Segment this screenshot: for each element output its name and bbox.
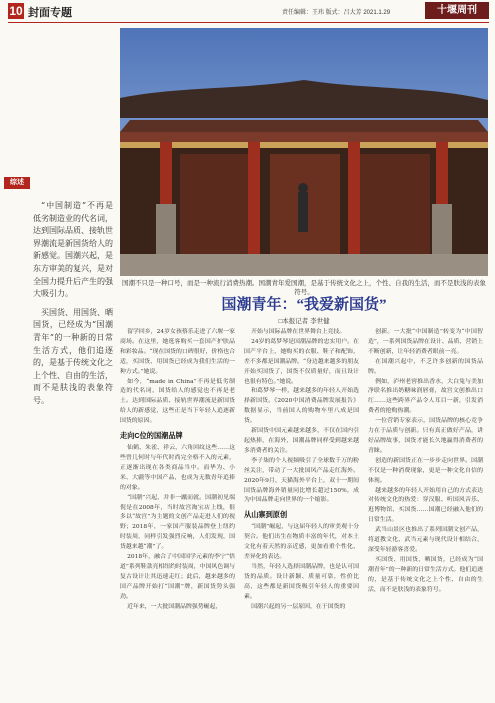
- article-paragraph: “国潮”崛起，与这届年轻人的审美观十分契合。他们出生在物质丰富的年代，对本土文化有着天然的亲近感，更加看重个性化、差异化的表达。: [244, 524, 359, 561]
- subheading: 从山寨到原创: [244, 510, 288, 520]
- section-title: 封面专题: [28, 7, 72, 19]
- subheading: 走向C位的国潮品牌: [120, 431, 183, 441]
- article-paragraph: 一位营销专家表示，国货品牌的核心竞争力在于品质与创新。只有真正做好产品，讲好品牌故事，国货才能长久地赢得消费者的青睐。: [368, 418, 483, 454]
- summary-tag: 综述: [4, 177, 30, 189]
- article-paragraph: 武当山景区也推出了系列国潮文创产品，将道教文化、武当元素与现代设计相结合，深受年轻游客喜爱。: [368, 527, 483, 553]
- article-paragraph: 新国货中国元素越来越多，不仅在国内引起热捧，在海外，国潮品牌同样受到越来越多消费者的关注。: [244, 428, 359, 454]
- header-rule: [8, 22, 489, 23]
- article-paragraph: 国潮兴起的另一层原因，在于国货的: [251, 603, 346, 610]
- article-paragraph: 和葛梦琴一样，越来越多的年轻人开始选择新国货。《2020中国消费品牌发展报告》数据显示，当前国人的购物车里八成是国货。: [244, 388, 359, 425]
- article-paragraph: 仙鹤、朱雀、祥云、六角回纹这些……这些曾几何时与年代时尚完全格不入的元素，正逐渐出现在各类商品当中。而华为、小米、大疆等中国产品，也成为无数青年追捧的对象。: [120, 445, 235, 491]
- article-paragraph: 开始与国际品牌在世界舞台上竞技。: [251, 329, 346, 335]
- publication-brand: 十堰周刊: [425, 2, 489, 19]
- article-column-1: [120, 328, 235, 700]
- article-headline: 国潮青年：“我爱新国货”: [221, 297, 387, 313]
- article-paragraph: 创新。一大批“中国制造”转变为“中国智造”，一系列国货品牌在设计、品质、营销上不断创新，让年轻消费者眼前一亮。: [368, 329, 483, 355]
- article-paragraph: 近年来，一大批国潮品牌强势崛起，: [127, 603, 222, 610]
- article-paragraph: 留学回乡，24岁女孩蔡乐走进了六堰一家商场。在这里，她逛客购买一套国产护肤品和彩妆品。“现在国货的口碑很好，价格也合适，买国货、用国货已经成为我们生活的一种方式。”她说。: [120, 329, 235, 375]
- article-paragraph: 越来越多的年轻人开始用自己的方式表达对传统文化的热爱：穿汉服、听国风音乐、逛博物馆、买国货……国潮已经融入他们的日常生活。: [368, 487, 483, 524]
- editor-credits: 责任编辑：王玮 版式：吕大芳 2021.1.29: [282, 10, 391, 16]
- summary-sidebar: [33, 200, 113, 414]
- article-byline: □本报记者 李世健: [278, 318, 330, 325]
- article-paragraph: 2018年，融合了中国国学元素的李宁“悟道”系列鞋款亮相纽约时装周，中国风色调与复古设计让其迅速走红；此后，越来越多的国产品牌开始打“国潮”牌，新国货势头强劲。: [120, 554, 235, 600]
- article-column-3: [368, 328, 483, 700]
- article-paragraph: 买国货、用国货、晒国货，已经成为“国潮青年”的一种新的日常生活方式。他们追逐的，是基于传统文化之上个性、自由的生活，而不是肤浅的表象符号。: [368, 556, 483, 593]
- photo-caption: 国潮不只是一种口号，而是一种流行消费热潮。国潮青年爱国潮，是基于传统文化之上，个性、自我的生活，而不是肤浅的表象符号。: [122, 280, 486, 296]
- article-paragraph: 创造的新国货正在一步步走向世界。国潮不仅是一种消费现象，更是一种文化自信的体现。: [368, 457, 483, 484]
- article-paragraph: 当然，年轻人选择国潮品牌，也是认可国货的品质。设计新颖、质量可靠，性价比高，这些都是新国货吸引年轻人的重要因素。: [244, 563, 359, 600]
- article-paragraph: 例如，泸州老窖推出香水，大白兔与美加净联名推出奶糖味润唇膏，故宫文创推出口红……这些跨界产品令人耳目一新，引发消费者的抢购热潮。: [368, 378, 483, 415]
- article-paragraph: 李子柒的个人视频吸引了全球数千万的粉丝关注，带动了一大批国风产品走红海外。2020年9月，天猫海外平台上，双十一期间国货品牌海外销量同比增长超过150%，成为中国品牌走向世界的一个缩影。: [244, 457, 359, 504]
- summary-paragraph: “中国制造”不再是低劣制造业的代名词，达到国际品质、接轨世界潮流是新国货给人的新感觉。国潮兴起，是东方审美的复兴，是对全国力提升后产生的强大吸引力。: [33, 201, 113, 299]
- article-column-2: [244, 328, 359, 700]
- article-paragraph: “国潮”兴起，并非一蹴而就。国潮初见端倪是在2008年，当时故宫淘宝店上线，很多以“故宫”为主题的文创产品走进人们的视野；2018年，一家国产服装品牌登上纽约时装周，同样引发强烈反响，人们发现，国货越来越“潮”了。: [120, 494, 235, 551]
- article-paragraph: 在国潮兴起中，不乏许多创新的国货品牌。: [368, 358, 483, 375]
- article-paragraph: 24岁的葛梦琴是国潮品牌的忠实用户。在国产平台上，她购买的衣服、鞋子和配饰，差不多都是国潮品牌。“身边越来越多的朋友开始买国货了，国货不仅质量好，而且设计也很有特色。”她说。: [244, 338, 359, 385]
- article-paragraph: 如今，“made in China”不再是低劣制造的代名词，国货给人的感觉也不再是老土。达到国际品质、接轨世界潮流是新国货给人的新感觉，这些正是当下年轻人追逐新国货的原因。: [120, 378, 235, 425]
- summary-paragraph: 买国货、用国货、晒国货，已经成为“国潮青年”的一种新的日常生活方式，他们追逐的，是基于传统文化之上个性、自由的生活，而不是肤浅的表象符号。: [33, 307, 113, 405]
- temple-photo: [120, 28, 488, 276]
- page-header: [0, 0, 495, 22]
- page-number: 10: [9, 4, 23, 18]
